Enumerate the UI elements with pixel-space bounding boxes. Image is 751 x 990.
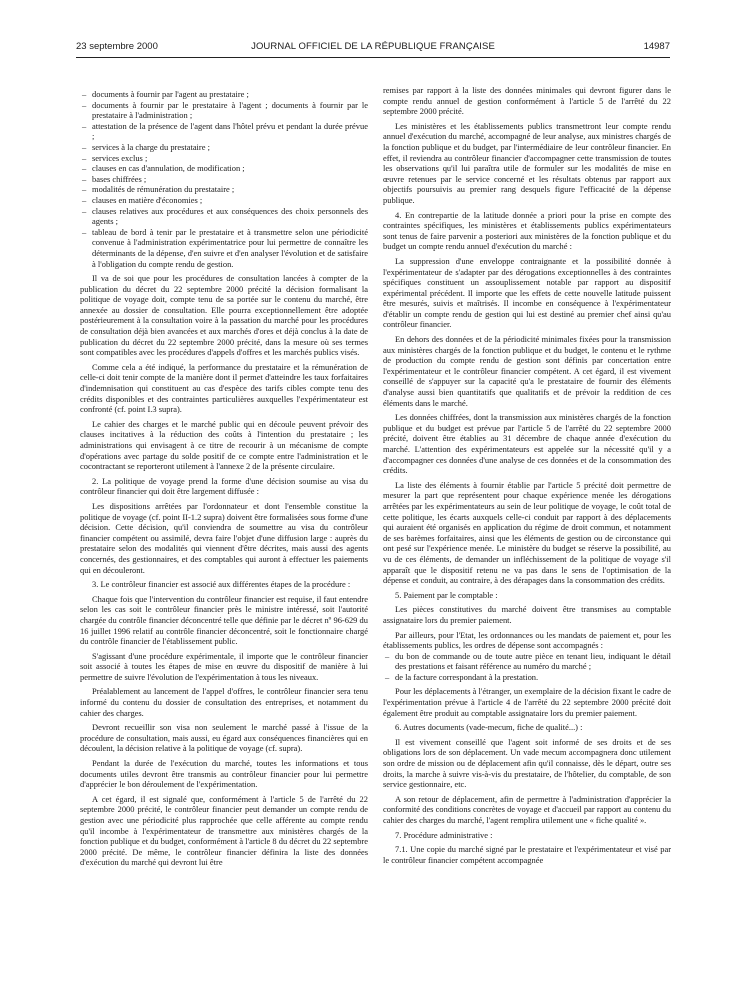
- section-heading: 7. Procédure administrative :: [395, 829, 493, 840]
- paragraph: Préalablement au lancement de l'appel d'offres, le contrôleur financier sera tenu informé du contenu du dossier de consultation des entreprises, et notamment du cahier des charges.: [80, 686, 368, 718]
- paragraph: Par ailleurs, pour l'Etat, les ordonnances ou les mandats de paiement et, pour les établissements publics, les ordres de dépense sont accompagnés :: [383, 629, 671, 651]
- list-item: – services à la charge du prestataire ;: [80, 142, 368, 153]
- list-item: – modalités de rémunération du prestataire ;: [80, 184, 368, 195]
- page-header: [76, 41, 670, 55]
- section-heading: 4. En contrepartie de la latitude donnée a priori pour la prise en compte des contraintes spécifiques, les ministères et établissements publics expérimentateurs sont tenus de faire parvenir a posteriori aux ministères de la fonction publique et du budget un compte rendu annuel d'exécution du marché :: [383, 209, 671, 252]
- paragraph: Le cahier des charges et le marché public qui en découle peuvent prévoir des clauses incitatives à la réduction des coûts à l'intention du prestataire ; les administrations qui envisagent à ce titre de recourir à un mécanisme de compte d'opérations avec partage du solde positif de ce compte entre l'administration et le cocontractant se reporteront utilement à l'annexe 2 de la présente circulaire.: [80, 418, 368, 472]
- right-column: [383, 85, 671, 865]
- header-rule: [76, 57, 670, 58]
- list-item: – documents à fournir par le prestataire à l'agent ; documents à fournir par le prestataire à l'administration ;: [80, 100, 368, 121]
- list-item: – clauses relatives aux procédures et aux conséquences des choix personnels des agents ;: [80, 206, 368, 227]
- section-heading: 3. Le contrôleur financier est associé aux différentes étapes de la procédure :: [92, 579, 351, 590]
- list-item: – services exclus ;: [80, 153, 368, 164]
- paragraph: Chaque fois que l'intervention du contrôleur financier est requise, il faut entendre selon les cas soit le contrôleur financier près le ministre intéressé, soit l'autorité chargée du contrôle financier déconcentré telle que définie par le décret nº 96-629 du 16 juillet 1996 relatif au contrôle financier déconcentré, soit le fonctionnaire chargé du contrôle financier de l'établissement public.: [80, 593, 368, 647]
- paragraph: A son retour de déplacement, afin de permettre à l'administration d'apprécier la conformité des conditions concrètes de voyage et d'accueil par rapport au contenu du cahier des charges du marché, l'agent remplira utilement une « fiche qualité ».: [383, 793, 671, 825]
- list-item: – de la facture correspondant à la prestation.: [383, 672, 671, 683]
- section-heading: 2. La politique de voyage prend la forme d'une décision soumise au visa du contrôleur financier qui doit être largement diffusée :: [80, 475, 368, 497]
- paragraph: Pendant la durée de l'exécution du marché, toutes les informations et tous documents utiles devront être transmis au contrôleur financier pour lui permettre d'apprécier le bon déroulement de l'expérimentation.: [80, 758, 368, 790]
- paragraph: Les pièces constitutives du marché doivent être transmises au comptable assignataire lors du premier paiement.: [383, 604, 671, 625]
- list-item: – bases chiffrées ;: [80, 174, 368, 185]
- header-page-number: 14987: [643, 41, 670, 52]
- list-item: – clauses en cas d'annulation, de modification ;: [80, 163, 368, 174]
- right-dash-list: [383, 651, 671, 683]
- paragraph: Les ministères et les établissements publics transmettront leur compte rendu annuel d'exécution du marché, accompagné de leur analyse, aux ministres chargés de la fonction publique et du budget, par l'intermédiaire de leur contrôleur financier. En effet, il reviendra au contrôleur financier d'accompagner cette transmission de toutes les observations qu'il lui paraîtra utile de formuler sur les modalités de mise en œuvre retenues par le service concerné et les résultats obtenus par rapport aux objectifs poursuivis au premier rang desquels figure l'efficacité de la dépense publique.: [383, 120, 671, 205]
- list-item: – tableau de bord à tenir par le prestataire et à transmettre selon une périodicité convenue à l'administration expérimentatrice pour lui permettre de connaître les déterminants de la dépense, d'en suivre et d'en analyser l'évolution et de satisfaire à l'obligation du compte rendu de gestion.: [80, 227, 368, 269]
- paragraph: Les dispositions arrêtées par l'ordonnateur et dont l'ensemble constitue la politique de voyage (cf. point II-1.2 supra) doivent être formalisées sous forme d'une décision. Cette décision, qu'il conviendra de soumettre au visa du contrôleur financier compétent ou assimilé, devra faire l'objet d'une diffusion large : auprès du prestataire selon des modalités qui viennent d'être décrites, mais aussi des agents concernés, des gestionnaires, et des comptables qui auront à effectuer les paiements qui en découleront.: [80, 500, 368, 575]
- paragraph: La suppression d'une enveloppe contraignante et la possibilité donnée à l'expérimentateur de s'adapter par des dérogations exceptionnelles à des contraintes spécifiques constituent un assouplissement notable par rapport au dispositif expérimental précédent. Il importe que les effets de cette nouvelle latitude puissent être mesurés, suivis et maîtrisés. Il incombe en conséquence à l'expérimentateur d'établir un compte rendu de gestion qui lui est destiné au premier chef ainsi qu'au contrôleur financier.: [383, 255, 671, 330]
- list-item: – clauses en matière d'économies ;: [80, 195, 368, 206]
- paragraph: Pour les déplacements à l'étranger, un exemplaire de la décision fixant le cadre de l'expérimentation prévue à l'article 4 de l'arrêté du 22 septembre 2000 précité doit également être produit au comptable assignataire lors du premier paiement.: [383, 686, 671, 718]
- paragraph: Les données chiffrées, dont la transmission aux ministères chargés de la fonction publique et du budget est prévue par l'article 5 de l'arrêté du 22 septembre 2000 précité, doivent être établies au 31 décembre de chaque année d'exécution du marché. L'attention des expérimentateurs est appelée sur la nécessité qu'il y a d'accompagner ces données d'une analyse de ces données et de la consommation des crédits.: [383, 412, 671, 476]
- header-date: 23 septembre 2000: [76, 41, 158, 52]
- section-heading: 5. Paiement par le comptable :: [395, 589, 498, 600]
- paragraph: 7.1. Une copie du marché signé par le prestataire et l'expérimentateur et visé par le contrôleur financier compétent accompagnée: [383, 844, 671, 865]
- paragraph: Il est vivement conseillé que l'agent soit informé de ses droits et de ses obligations lors de son déplacement. Un vade mecum accompagnera donc utilement son ordre de mission ou de déplacement afin qu'il connaisse, dès le départ, outre ses droits, la marche à suivre vis-à-vis du prestataire, de l'hôtelier, du comptable, de son service gestionnaire, etc.: [383, 736, 671, 790]
- list-item: – documents à fournir par l'agent au prestataire ;: [80, 89, 368, 100]
- header-title: JOURNAL OFFICIEL DE LA RÉPUBLIQUE FRANÇAISE: [251, 41, 495, 52]
- left-dash-list: [80, 89, 368, 269]
- paragraph: En dehors des données et de la périodicité minimales fixées pour la transmission aux ministères chargés de la fonction publique et du budget, le contenu et le rythme de production du compte rendu de gestion sont définis par concertation entre l'expérimentateur et le contrôleur financier compétent. A cet égard, il est vivement conseillé de s'appuyer sur la capacité qu'a le prestataire de fournir des éléments d'analyse aussi bien quantitatifs que qualitatifs et de prévoir la reddition de ces éléments dans le marché.: [383, 334, 671, 408]
- paragraph: La liste des éléments à fournir établie par l'article 5 précité doit permettre de mesurer la part que représentent pour chaque expérience menée les dérogations arrêtées par les expérimentateurs au sein de leur politique de voyage, le coût total de cette politique, les écarts auxquels celle-ci conduit par rapport à des déplacements qui auraient été organisés en application du régime de droit commun, et notamment de ses barèmes forfaitaires, ainsi que les éléments de gestion ou de circonstance qui ont pesé sur l'expérience menée. Le ministère du budget se réserve la possibilité, au vu de ces éléments, de demander un infléchissement de la politique de voyage s'il apparaît que le dispositif retenu ne va pas dans le sens de l'optimisation de la dépense et conduit, au contraire, à des dérapages dans la consommation des crédits.: [383, 479, 671, 586]
- list-item: – du bon de commande ou de toute autre pièce en tenant lieu, indiquant le détail des prestations et faisant référence au numéro du marché ;: [383, 651, 671, 672]
- paragraph-continued: remises par rapport à la liste des données minimales qui devront figurer dans le compte rendu annuel de gestion conformément à l'article 5 de l'arrêté du 22 septembre 2000 précité.: [383, 85, 671, 117]
- paragraph: Comme cela a été indiqué, la performance du prestataire et la rémunération de celle-ci doit tenir compte de la manière dont il permet d'atteindre les taux forfaitaires d'indemnisation qui constituent au cas d'espèce des tarifs cibles compte tenu des crédits disponibles et des contraintes particulières auxquelles l'expérimentateur est confronté (cf. point I.3 supra).: [80, 361, 368, 415]
- left-column: [80, 89, 368, 868]
- paragraph: Il va de soi que pour les procédures de consultation lancées à compter de la publication du décret du 22 septembre 2000 précité la décision formalisant la politique de voyage doit, compte tenu de sa portée sur le contenu du marché, être annexée au dossier de consultation. Elle pourra exceptionnellement être adoptée postérieurement à la consultation voire à la passation du marché pour les procédures de consultation déjà bien avancées et aux marchés d'ores et déjà conclus à la date de publication du décret du 22 septembre 2000 précité, dans la mesure où ses termes sont compatibles avec les procédures d'appels d'offres et les marchés publics visés.: [80, 273, 368, 358]
- list-item: – attestation de la présence de l'agent dans l'hôtel prévu et pendant la durée prévue ;: [80, 121, 368, 142]
- paragraph: Devront recueillir son visa non seulement le marché passé à l'issue de la procédure de consultation, mais aussi, eu égard aux conséquences financières qui en découlent, la décision relative à la politique de voyage (cf. supra).: [80, 722, 368, 754]
- paragraph: A cet égard, il est signalé que, conformément à l'article 5 de l'arrêté du 22 septembre 2000 précité, le contrôleur financier peut demander un compte rendu de gestion avec une périodicité plus rapprochée que celle afférente au compte rendu qu'il incombe à l'expérimentateur de transmettre aux ministères chargés de la fonction publique et du budget, conformément à l'article 8 du décret du 22 septembre 2000 précité. De même, le contrôleur financier définira la liste des données d'exécution du marché qui devront lui être: [80, 793, 368, 868]
- section-heading: 6. Autres documents (vade-mecum, fiche de qualité...) :: [395, 722, 583, 733]
- paragraph: S'agissant d'une procédure expérimentale, il importe que le contrôleur financier soit associé à toutes les étapes de mise en œuvre du dispositif de manière à lui permettre de suivre l'évolution de l'expérimentation à tous les niveaux.: [80, 650, 368, 682]
